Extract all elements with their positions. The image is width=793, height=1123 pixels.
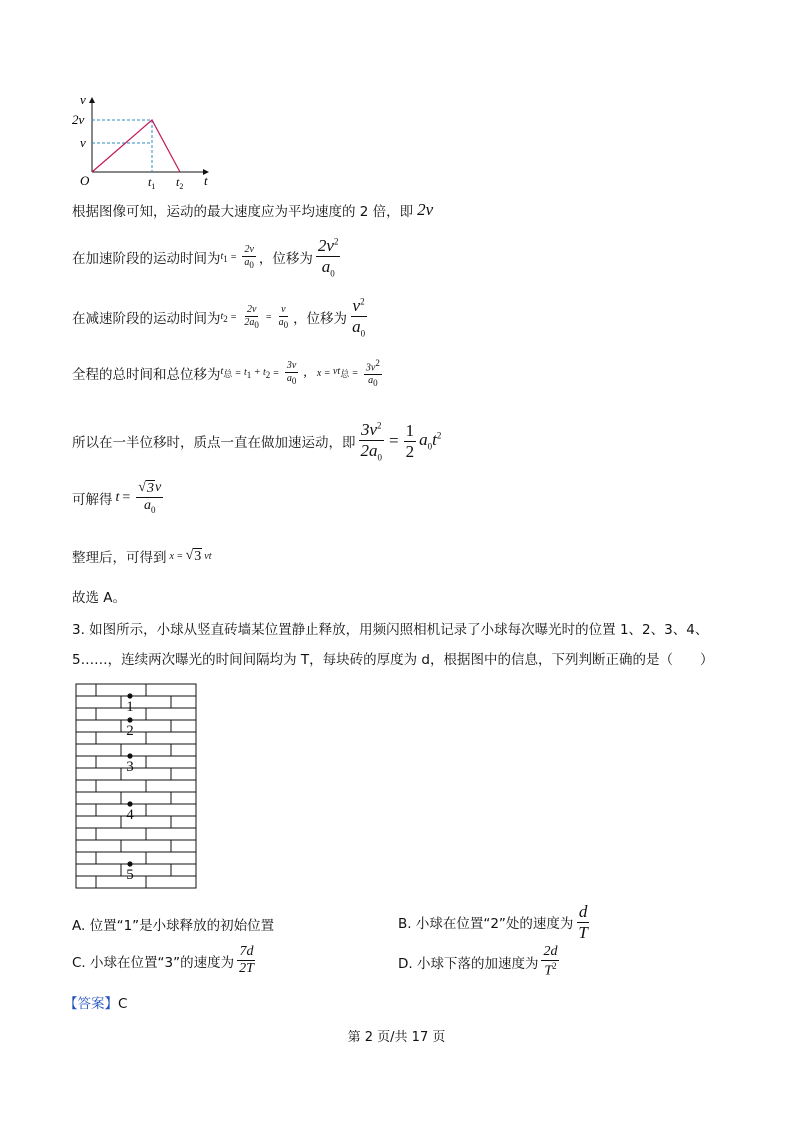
answer-value: C <box>118 996 128 1012</box>
option-d[interactable]: D. 小球下落的加速度为 $\frac{2d}{T^2}$ <box>398 944 558 979</box>
ball-position-3 <box>127 753 132 758</box>
ball-position-4 <box>127 801 132 806</box>
solution-line-4: 全程的总时间和总位移为 $t_总$ = $t_1 + t_2$ = $\frac{3v}{a_0}$ , x = $vt_总$ = $\frac{3v^2}{a_0}$ <box>72 358 380 388</box>
option-b[interactable]: B. 小球在位置“2”处的速度为 $\frac{d}{T}$ <box>398 902 588 942</box>
ball-label-2: 2 <box>126 723 134 739</box>
velocity-line <box>92 120 180 172</box>
answer-tag: 【答案】 <box>64 996 118 1012</box>
ball-position-5 <box>127 861 132 866</box>
ball-position-1 <box>127 693 132 698</box>
question-line-2: 5……，连续两次曝光的时间间隔均为 T，每块砖的厚度为 d，根据图中的信息，下列判断正确的是（ ） <box>72 652 714 668</box>
t2-label: $t_2$ <box>176 175 184 191</box>
bricks <box>76 684 196 888</box>
solution-line-6: 可解得 t = √ 3 v $a_0$ <box>72 480 162 515</box>
ball-label-3: 3 <box>126 759 134 775</box>
page-footer: 第 2 页/共 17 页 <box>347 1030 446 1045</box>
solution-line-2: 在加速阶段的运动时间为 $t_1$ = $\frac{2v}{a_0}$ ，位移为 $\frac{2v^2}{a_0}$ <box>72 236 339 278</box>
vt-graph <box>70 90 220 195</box>
ball-position-2 <box>127 717 132 722</box>
ball-label-1: 1 <box>126 699 134 715</box>
v-axis-label: v <box>80 92 86 107</box>
solution-line-8: 故选 A。 <box>72 590 127 606</box>
option-a[interactable]: A. 位置“1”是小球释放的初始位置 <box>72 918 275 934</box>
option-c[interactable]: C. 小球在位置“3”的速度为 $\frac{7d}{2T}$ <box>72 944 254 977</box>
ball-label-4: 4 <box>126 807 134 823</box>
solution-line-3: 在减速阶段的运动时间为 $t_2$ = $\frac{2v}{2a_0}$ = $\frac{v}{a_0}$ ，位移为 $\frac{v^2}{a_0}$ <box>72 296 366 338</box>
ball-label-5: 5 <box>126 867 134 883</box>
t-axis-label: t <box>204 173 208 188</box>
origin-label: O <box>80 173 90 188</box>
solution-line-5: 所以在一半位移时，质点一直在做加速运动，即 $\frac{3v^2}{2a_0}$ = $\frac{1}{2}$ $a_0t^2$ <box>72 420 442 462</box>
solution-line-7: 整理后，可得到 x = √ 3 vt <box>72 547 212 566</box>
answer <box>64 992 127 1012</box>
brick-wall-figure <box>74 682 198 890</box>
label-2v: 2v <box>72 112 85 127</box>
label-v: v <box>80 135 86 150</box>
t1-label: $t_1$ <box>148 175 156 191</box>
question-line-1: 3. 如图所示，小球从竖直砖墙某位置静止释放，用频闪照相机记录了小球每次曝光时的位置 1、2、3、4、 <box>72 622 709 638</box>
solution-line-1: 根据图像可知，运动的最大速度应为平均速度的 2 倍，即 2v <box>72 200 434 220</box>
